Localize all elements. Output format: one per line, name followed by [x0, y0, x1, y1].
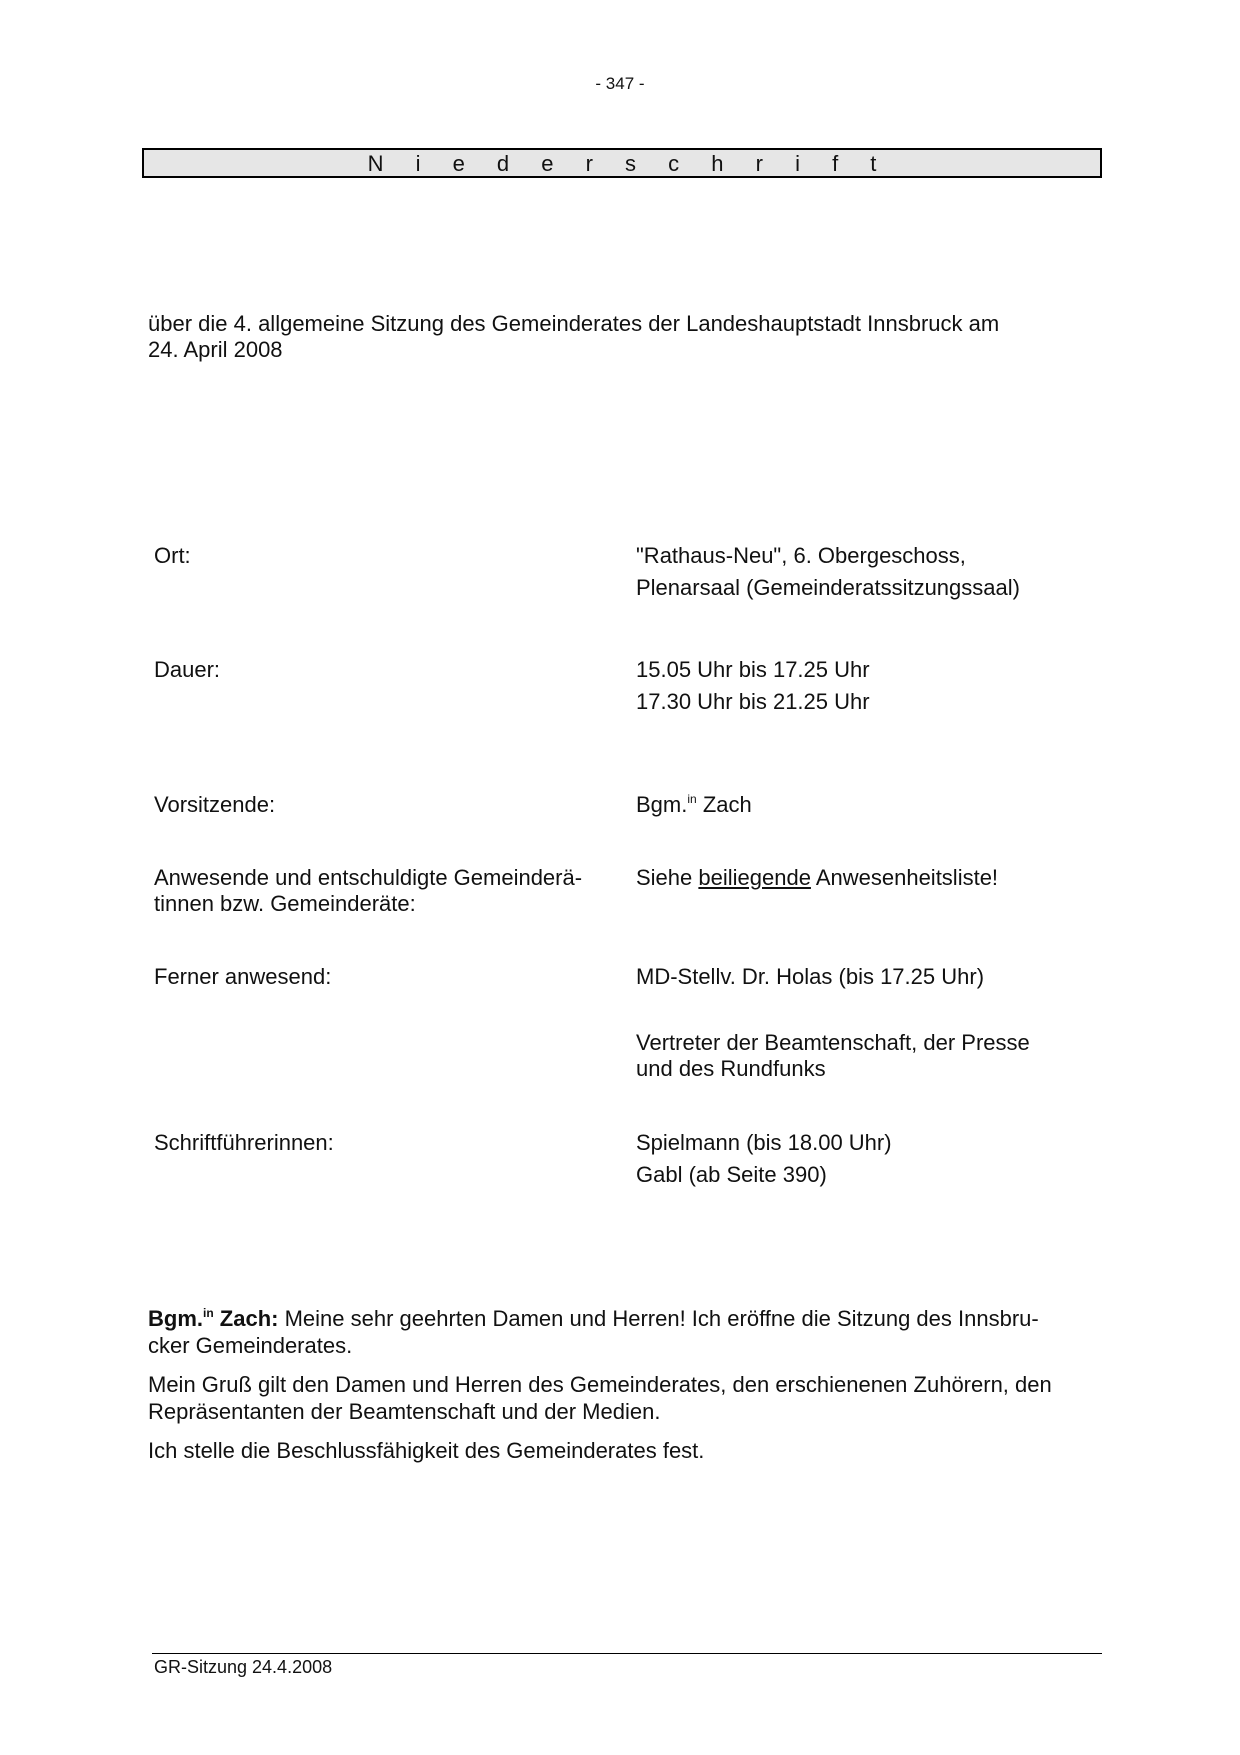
- speech-paragraph-1: [148, 1305, 1098, 1359]
- footer-divider: [152, 1653, 1102, 1654]
- intro-text: [148, 311, 1088, 363]
- speech-p1-line-2: cker Gemeinderates.: [148, 1333, 353, 1358]
- speech-p2-line-1: Mein Gruß gilt den Damen und Herren des Gemeinderates, den erschienenen Zuhörern, den: [148, 1372, 1052, 1397]
- dauer-value: [636, 654, 1076, 718]
- ort-line-1: "Rathaus-Neu", 6. Obergeschoss,: [636, 543, 966, 568]
- dauer-line-1: 15.05 Uhr bis 17.25 Uhr: [636, 657, 870, 682]
- speech-section: [148, 1305, 1098, 1476]
- vorsitzende-label: Vorsitzende:: [154, 792, 276, 817]
- dauer-label: Dauer:: [154, 657, 221, 682]
- speaker-surname: Zach:: [213, 1306, 279, 1331]
- ferner-line-1: MD-Stellv. Dr. Holas (bis 17.25 Uhr): [636, 964, 985, 989]
- anwesende-value-post: Anwesenheitsliste!: [810, 865, 999, 890]
- footer-text: GR-Sitzung 24.4.2008: [154, 1657, 333, 1677]
- anwesende-label-line-2: tinnen bzw. Gemeinderäte:: [154, 891, 416, 916]
- vorsitzende-title-sup: in: [687, 792, 697, 806]
- anwesende-value: [636, 865, 1076, 891]
- speech-paragraph-2: [148, 1371, 1098, 1425]
- ort-label: Ort:: [154, 543, 191, 568]
- schrift-value: [636, 1127, 1076, 1191]
- page-number: - 347 -: [595, 74, 645, 93]
- ort-line-2: Plenarsaal (Gemeinderatssitzungssaal): [636, 575, 1020, 600]
- schrift-line-2: Gabl (ab Seite 390): [636, 1162, 827, 1187]
- ferner-value: [636, 964, 1076, 1082]
- intro-line-1: über die 4. allgemeine Sitzung des Gemeinderates der Landeshauptstadt Innsbruck am: [148, 311, 1000, 336]
- anwesende-value-pre: Siehe: [636, 865, 699, 890]
- speaker-title: Bgm.: [148, 1306, 203, 1331]
- ferner-line-2: Vertreter der Beamtenschaft, der Presse: [636, 1030, 1030, 1055]
- vorsitzende-name: Zach: [696, 792, 752, 817]
- vorsitzende-value: [636, 792, 1076, 818]
- dauer-line-2: 17.30 Uhr bis 21.25 Uhr: [636, 689, 870, 714]
- speech-p2-line-2: Repräsentanten der Beamtenschaft und der Medien.: [148, 1399, 661, 1424]
- speaker-name: [148, 1306, 278, 1331]
- vorsitzende-title: Bgm.: [636, 792, 688, 817]
- schrift-line-1: Spielmann (bis 18.00 Uhr): [636, 1130, 892, 1155]
- speech-p1-line-1: Meine sehr geehrten Damen und Herren! Ich eröffne die Sitzung des Innsbru-: [278, 1306, 1039, 1331]
- anwesende-value-underlined: beiliegende: [698, 865, 811, 890]
- ferner-line-3: und des Rundfunks: [636, 1056, 826, 1081]
- document-title: N i e d e r s c h r i f t: [142, 148, 1102, 178]
- speaker-title-sup: in: [203, 1306, 214, 1320]
- ferner-label: Ferner anwesend:: [154, 964, 332, 989]
- anwesende-label: [154, 865, 614, 917]
- intro-line-2: 24. April 2008: [148, 337, 283, 362]
- anwesende-label-line-1: Anwesende und entschuldigte Gemeinderä-: [154, 865, 583, 890]
- speech-paragraph-3: Ich stelle die Beschlussfähigkeit des Gemeinderates fest.: [148, 1438, 705, 1463]
- ort-value: [636, 540, 1076, 604]
- schrift-label: Schriftführerinnen:: [154, 1130, 334, 1155]
